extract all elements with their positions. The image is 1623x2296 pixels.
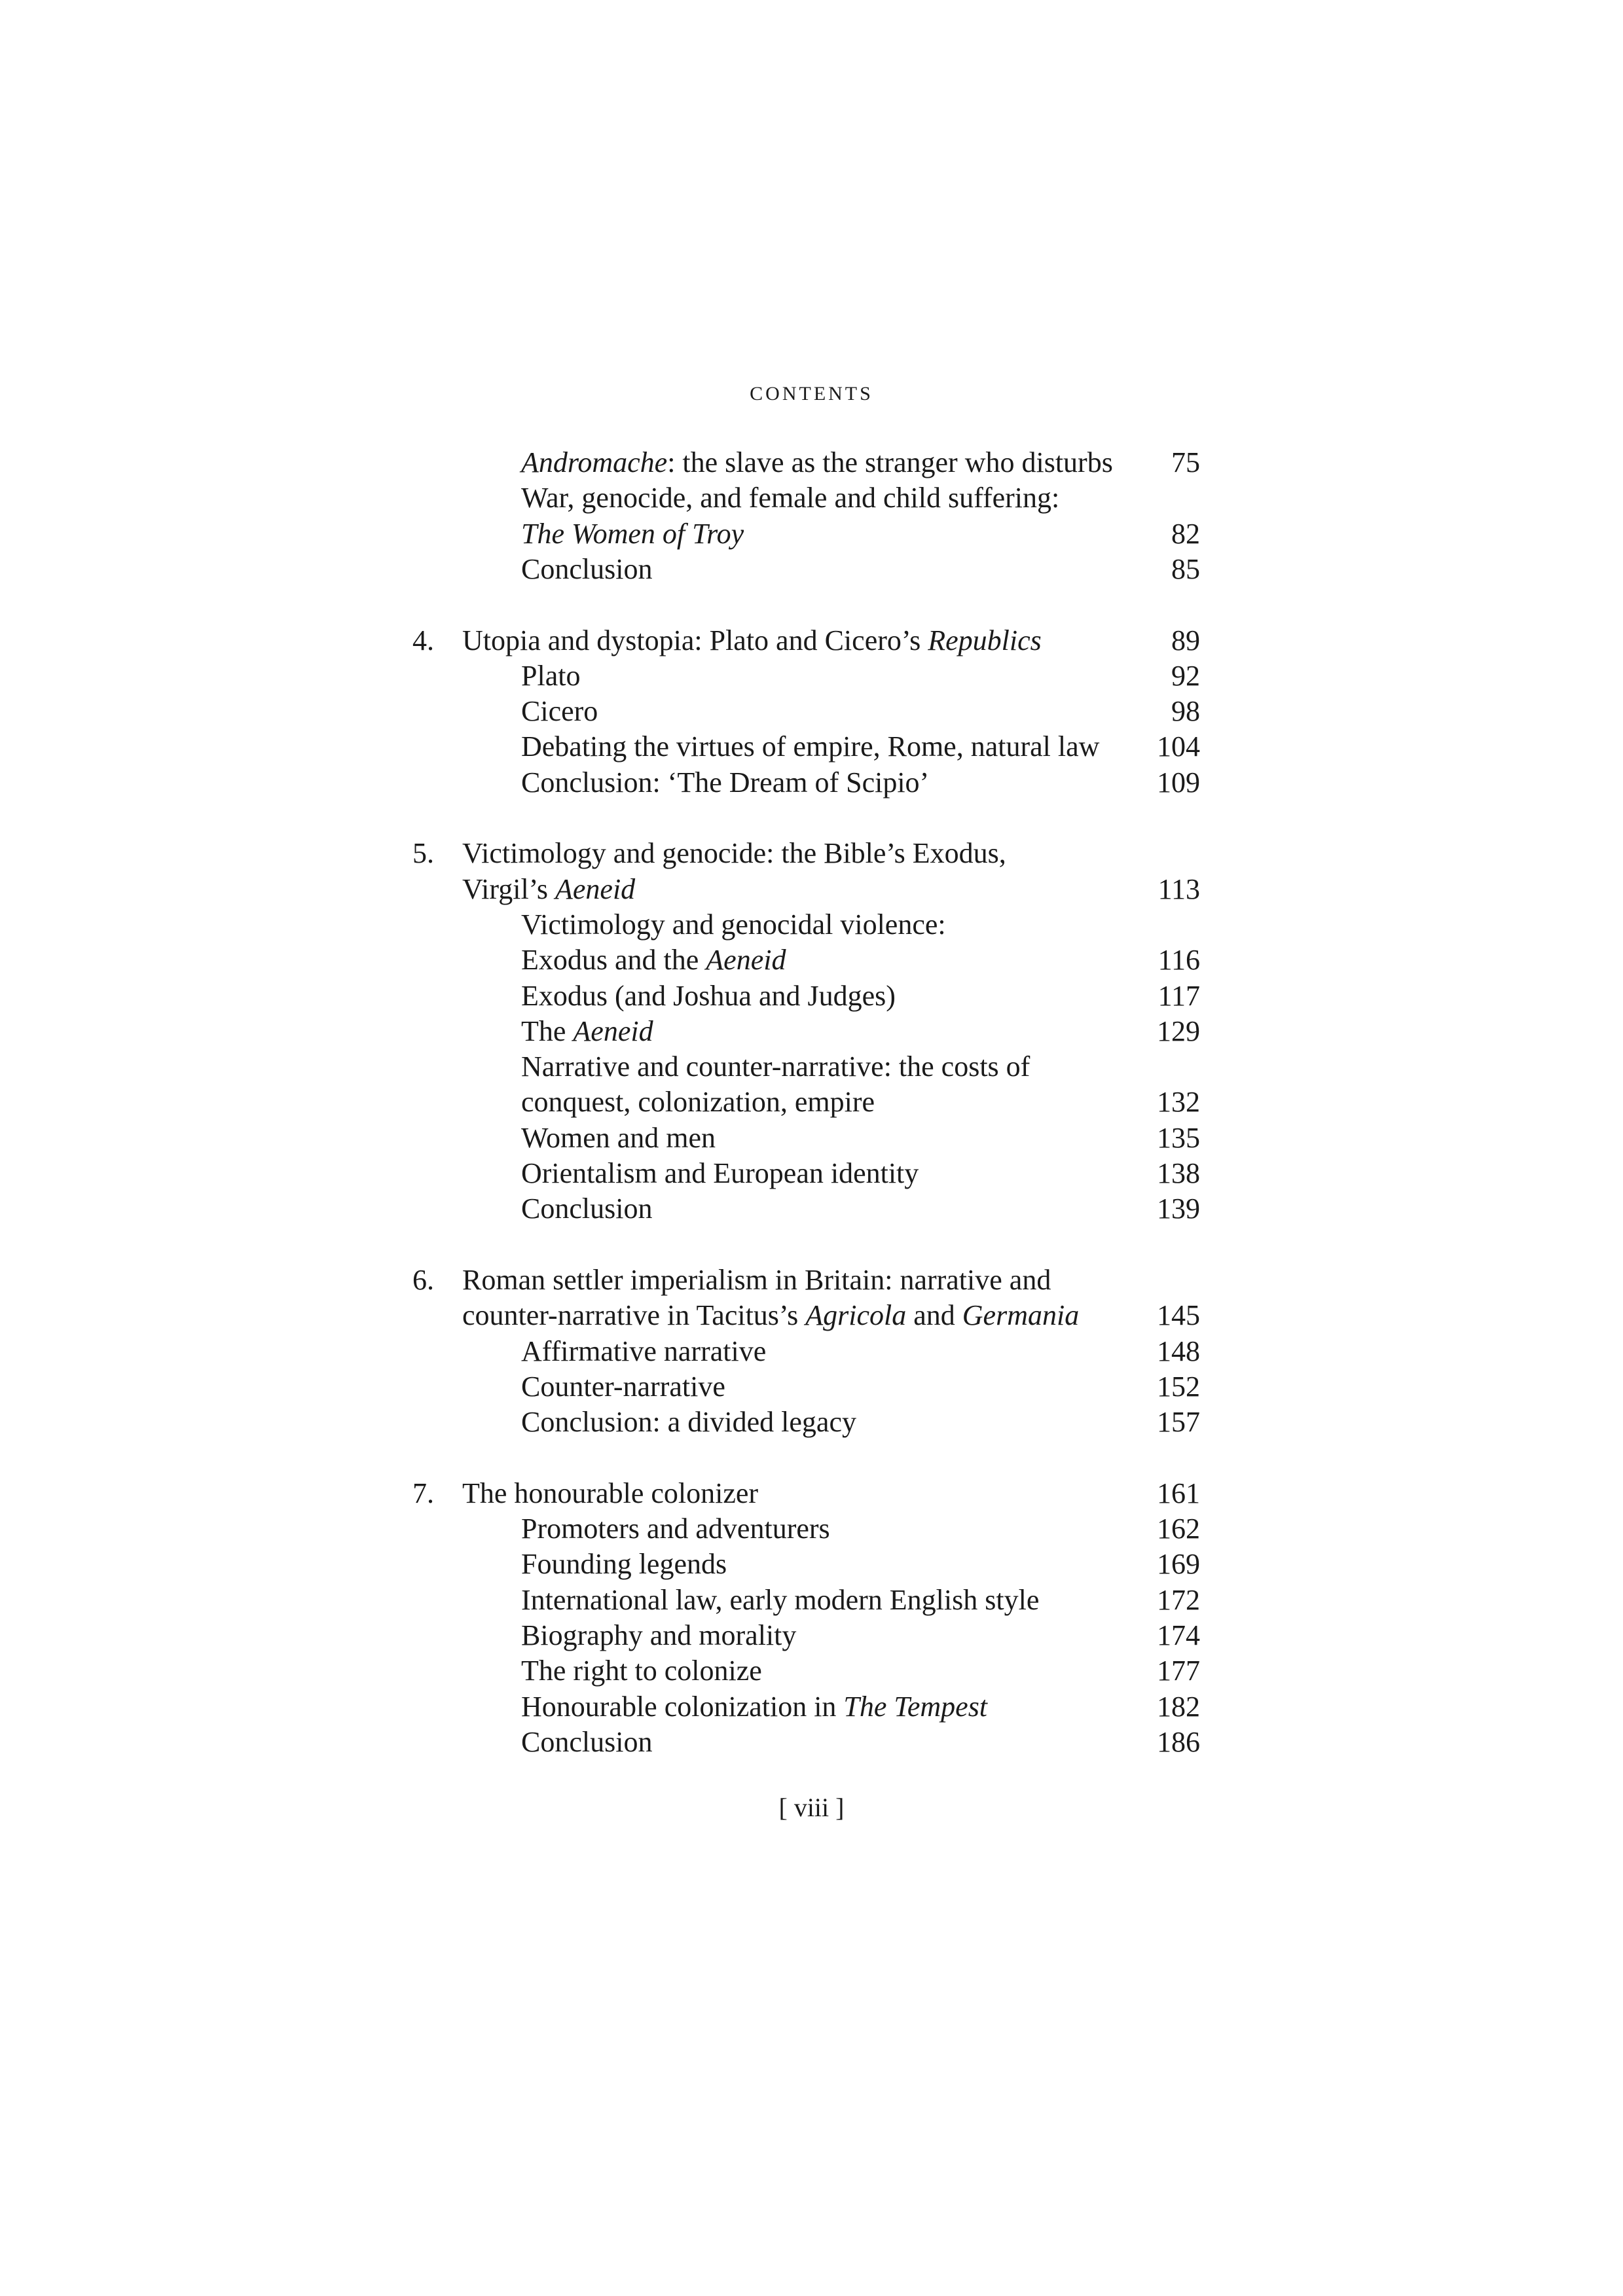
section-title	[521, 552, 652, 587]
toc-section-line	[0, 978, 1623, 1014]
title-part: Promoters and adventurers	[521, 1513, 830, 1545]
title-part: Victimology and genocidal violence:	[521, 908, 946, 941]
page-number: 161	[1157, 1477, 1200, 1509]
section-title	[521, 765, 929, 800]
title-italic-part: Aeneid	[706, 944, 786, 977]
page-number: 186	[1157, 1725, 1200, 1758]
toc-section-line	[0, 1014, 1623, 1049]
title-italic-part: Aeneid	[555, 872, 636, 905]
title-part: conquest, colonization, empire	[521, 1086, 875, 1119]
title-part: The right to colonize	[521, 1655, 762, 1687]
chapter-title	[462, 1263, 1051, 1298]
toc-section-line	[0, 729, 1623, 764]
title-part: Conclusion	[521, 1725, 653, 1758]
running-head: CONTENTS	[750, 383, 873, 404]
title-part: Exodus (and Joshua and Judges)	[521, 979, 896, 1012]
title-part: Conclusion: ‘The Dream of Scipio’	[521, 766, 930, 798]
chapter-title	[462, 1298, 1079, 1333]
chapter-number: 5.	[412, 837, 434, 870]
chapter-number: 6.	[412, 1263, 434, 1296]
section-title	[521, 694, 598, 729]
page-number: 109	[1157, 766, 1200, 798]
toc-section-line	[0, 1547, 1623, 1582]
section-title	[521, 1583, 1039, 1618]
section-title	[521, 729, 1099, 764]
title-italic-part: Germania	[962, 1299, 1080, 1332]
chapter-title	[462, 872, 635, 907]
section-title	[521, 1049, 1030, 1085]
toc-section-line	[0, 1618, 1623, 1653]
page-number: 152	[1157, 1370, 1200, 1403]
section-title	[521, 907, 946, 942]
section-title	[521, 1725, 652, 1760]
title-part: The honourable colonizer	[462, 1477, 759, 1509]
title-part: International law, early modern English style	[521, 1583, 1040, 1616]
title-part: counter-narrative in Tacitus’s	[462, 1299, 806, 1332]
chapter-number: 7.	[412, 1477, 434, 1509]
toc-chapter-line	[0, 872, 1623, 907]
toc-section-line	[0, 1049, 1623, 1085]
toc-section-line	[0, 480, 1623, 516]
title-italic-part: The Tempest	[843, 1690, 988, 1723]
title-part: Honourable colonization in	[521, 1690, 844, 1723]
title-italic-part: Aeneid	[573, 1014, 653, 1047]
title-part: Orientalism and European identity	[521, 1157, 919, 1189]
page-number: 174	[1157, 1619, 1200, 1651]
page-number: 132	[1157, 1086, 1200, 1119]
section-title	[521, 1156, 919, 1191]
title-part: Counter-narrative	[521, 1370, 725, 1403]
section-title	[521, 942, 786, 978]
title-part: Cicero	[521, 695, 598, 728]
title-italic-part: The Women of Troy	[521, 517, 744, 550]
section-title	[521, 445, 1113, 480]
title-part: Debating the virtues of empire, Rome, natural law	[521, 730, 1100, 763]
title-part: Conclusion: a divided legacy	[521, 1406, 856, 1439]
page-number: 92	[1171, 659, 1200, 692]
page-folio: [ viii ]	[778, 1793, 845, 1822]
page-number: 116	[1158, 944, 1200, 977]
page-number: 129	[1157, 1014, 1200, 1047]
toc-section-line	[0, 1191, 1623, 1227]
section-title	[521, 1618, 796, 1653]
title-italic-part: Agricola	[805, 1299, 907, 1332]
page-number: 104	[1157, 730, 1200, 763]
toc-chapter-line	[0, 1298, 1623, 1333]
title-italic-part: Andromache	[521, 446, 668, 478]
toc-section-line	[0, 658, 1623, 694]
title-part: Biography and morality	[521, 1619, 797, 1651]
page-number: 182	[1157, 1690, 1200, 1723]
section-title	[521, 1547, 727, 1582]
title-part: Plato	[521, 659, 581, 692]
section-title	[521, 1334, 766, 1369]
section-title	[521, 1085, 875, 1120]
section-title	[521, 1689, 987, 1725]
title-italic-part: Republics	[928, 624, 1042, 656]
toc-section-line	[0, 765, 1623, 800]
title-part: Conclusion	[521, 1193, 653, 1225]
toc-section-line	[0, 942, 1623, 978]
page-number: 135	[1157, 1121, 1200, 1154]
page-number: 138	[1157, 1157, 1200, 1189]
section-title	[521, 480, 1059, 516]
toc-section-line	[0, 1689, 1623, 1725]
page-number: 177	[1157, 1655, 1200, 1687]
page-number: 75	[1171, 446, 1200, 478]
title-part: Conclusion	[521, 552, 653, 585]
page-number: 82	[1171, 517, 1200, 550]
toc-section-line	[0, 1369, 1623, 1405]
section-title	[521, 1405, 856, 1440]
toc-section-line	[0, 1085, 1623, 1120]
toc-section-line	[0, 694, 1623, 729]
chapter-title	[462, 623, 1042, 658]
title-part: Women and men	[521, 1121, 716, 1154]
page-number: 145	[1157, 1299, 1200, 1332]
page-number: 117	[1158, 979, 1200, 1012]
title-part: Utopia and dystopia: Plato and Cicero’s	[462, 624, 928, 656]
chapter-title	[462, 836, 1006, 871]
page-number: 139	[1157, 1193, 1200, 1225]
title-part: Exodus and the	[521, 944, 706, 977]
toc-section-line	[0, 552, 1623, 587]
title-part: : the slave as the stranger who disturbs	[667, 446, 1113, 478]
title-part: War, genocide, and female and child suffering:	[521, 482, 1060, 514]
title-part: Affirmative narrative	[521, 1335, 767, 1367]
title-part: Founding legends	[521, 1548, 727, 1581]
toc-chapter-line	[0, 623, 1623, 658]
section-title	[521, 1511, 830, 1547]
toc-section-line	[0, 1121, 1623, 1156]
page-number: 169	[1157, 1548, 1200, 1581]
chapter-number: 4.	[412, 624, 434, 656]
title-part: and	[906, 1299, 962, 1332]
page-number: 157	[1157, 1406, 1200, 1439]
page-number: 162	[1157, 1513, 1200, 1545]
page-number: 148	[1157, 1335, 1200, 1367]
section-title	[521, 1191, 652, 1227]
toc-chapter-line	[0, 1476, 1623, 1511]
page-number: 172	[1157, 1583, 1200, 1616]
section-title	[521, 1653, 762, 1689]
title-part: The	[521, 1014, 574, 1047]
toc-section-line	[0, 1583, 1623, 1618]
toc-section-line	[0, 907, 1623, 942]
section-title	[521, 1014, 653, 1049]
section-title	[521, 978, 896, 1014]
toc-section-line	[0, 1405, 1623, 1440]
toc-chapter-line	[0, 836, 1623, 871]
page-number: 85	[1171, 552, 1200, 585]
section-title	[521, 1121, 716, 1156]
page-number: 98	[1171, 695, 1200, 728]
toc-section-line	[0, 1511, 1623, 1547]
title-part: Roman settler imperialism in Britain: narrative and	[462, 1263, 1051, 1296]
section-title	[521, 1369, 725, 1405]
title-part: Narrative and counter-narrative: the costs of	[521, 1050, 1030, 1083]
toc-section-line	[0, 1725, 1623, 1760]
toc-section-line	[0, 1653, 1623, 1689]
toc-section-line	[0, 1156, 1623, 1191]
page-number: 89	[1171, 624, 1200, 656]
title-part: Victimology and genocide: the Bible’s Exodus,	[462, 837, 1006, 870]
title-part: Virgil’s	[462, 872, 556, 905]
toc-section-line	[0, 1334, 1623, 1369]
section-title	[521, 658, 580, 694]
page-number: 113	[1158, 872, 1200, 905]
toc-section-line	[0, 516, 1623, 552]
toc-chapter-line	[0, 1263, 1623, 1298]
chapter-title	[462, 1476, 758, 1511]
toc-section-line	[0, 445, 1623, 480]
section-title	[521, 516, 744, 552]
